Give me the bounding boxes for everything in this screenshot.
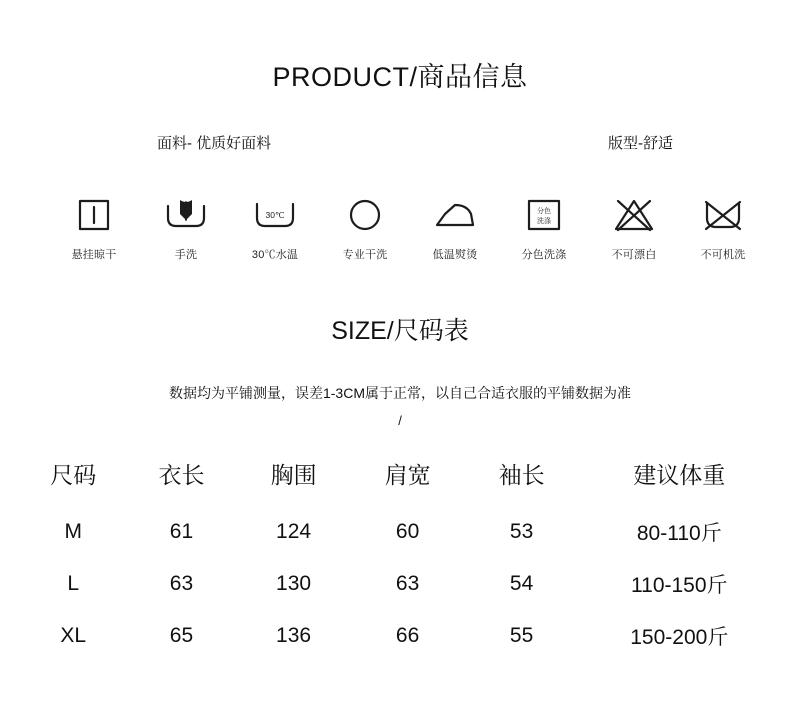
care-instructions-row bbox=[0, 191, 800, 281]
cell-sleeve: 54 bbox=[509, 572, 534, 595]
size-section-title: SIZE/尺码表 bbox=[331, 317, 469, 345]
column-header-sleeve: 袖长 bbox=[498, 462, 545, 488]
care-label: 悬挂晾干 bbox=[71, 249, 117, 261]
column-header-size: 尺码 bbox=[50, 462, 97, 488]
cell-shoulder: 60 bbox=[395, 520, 420, 543]
low-iron-icon bbox=[409, 191, 501, 239]
table-header-row bbox=[20, 456, 780, 506]
attribute-fit: 版型-舒适 bbox=[608, 135, 673, 152]
cell-bust: 136 bbox=[276, 624, 312, 647]
cell-bust: 124 bbox=[276, 520, 312, 543]
product-attributes bbox=[0, 132, 800, 156]
care-item-separate-wash bbox=[498, 191, 590, 262]
care-label: 专业干洗 bbox=[342, 249, 388, 261]
attribute-fabric: 面料- 优质好面料 bbox=[157, 135, 272, 152]
care-item-dry-clean bbox=[319, 191, 411, 262]
size-measurement-note: 数据均为平铺测量，误差1-3CM属于正常，以自己合适衣服的平铺数据为准 bbox=[168, 385, 631, 401]
svg-text:30℃: 30℃ bbox=[265, 210, 285, 220]
care-label: 30℃水温 bbox=[251, 249, 299, 261]
separate-wash-icon bbox=[498, 191, 590, 239]
cell-size: XL bbox=[60, 624, 87, 647]
cell-sleeve: 53 bbox=[509, 520, 534, 543]
care-item-hand-wash bbox=[140, 191, 232, 262]
svg-text:分色: 分色 bbox=[537, 208, 551, 215]
care-item-wash-30c bbox=[229, 191, 321, 262]
care-item-no-bleach bbox=[588, 191, 680, 262]
wash-30c-icon bbox=[229, 191, 321, 239]
cell-sleeve: 55 bbox=[509, 624, 534, 647]
care-label: 手洗 bbox=[174, 249, 198, 261]
dry-clean-icon bbox=[319, 191, 411, 239]
table-row bbox=[20, 506, 780, 558]
cell-shoulder: 63 bbox=[395, 572, 420, 595]
cell-weight: 150-200斤 bbox=[630, 626, 729, 649]
column-header-length: 衣长 bbox=[158, 462, 205, 488]
cell-length: 63 bbox=[169, 572, 194, 595]
column-header-shoulder: 肩宽 bbox=[384, 462, 431, 488]
care-label: 低温熨烫 bbox=[432, 249, 478, 261]
product-section-title: PRODUCT/商品信息 bbox=[272, 62, 528, 92]
cell-weight: 80-110斤 bbox=[636, 522, 722, 545]
column-header-weight: 建议体重 bbox=[633, 462, 726, 488]
care-item-hang-dry bbox=[48, 191, 140, 262]
table-row bbox=[20, 558, 780, 610]
care-label: 分色洗涤 bbox=[521, 249, 567, 261]
no-machine-wash-icon bbox=[677, 191, 769, 239]
svg-text:洗涤: 洗涤 bbox=[537, 218, 551, 225]
no-bleach-icon bbox=[588, 191, 680, 239]
cell-length: 61 bbox=[169, 520, 194, 543]
cell-shoulder: 66 bbox=[395, 624, 420, 647]
table-row bbox=[20, 610, 780, 662]
column-header-bust: 胸围 bbox=[270, 462, 317, 488]
cell-size: M bbox=[64, 520, 82, 543]
size-chart-table bbox=[20, 456, 780, 662]
care-item-low-iron bbox=[409, 191, 501, 262]
hand-wash-icon bbox=[140, 191, 232, 239]
cell-length: 65 bbox=[169, 624, 194, 647]
cell-size: L bbox=[67, 572, 80, 595]
care-label: 不可机洗 bbox=[700, 249, 746, 261]
size-note-separator: / bbox=[398, 413, 402, 428]
hang-dry-icon bbox=[48, 191, 140, 239]
cell-weight: 110-150斤 bbox=[631, 574, 728, 597]
care-label: 不可漂白 bbox=[611, 249, 657, 261]
cell-bust: 130 bbox=[276, 572, 312, 595]
care-item-no-machine-wash bbox=[677, 191, 769, 262]
